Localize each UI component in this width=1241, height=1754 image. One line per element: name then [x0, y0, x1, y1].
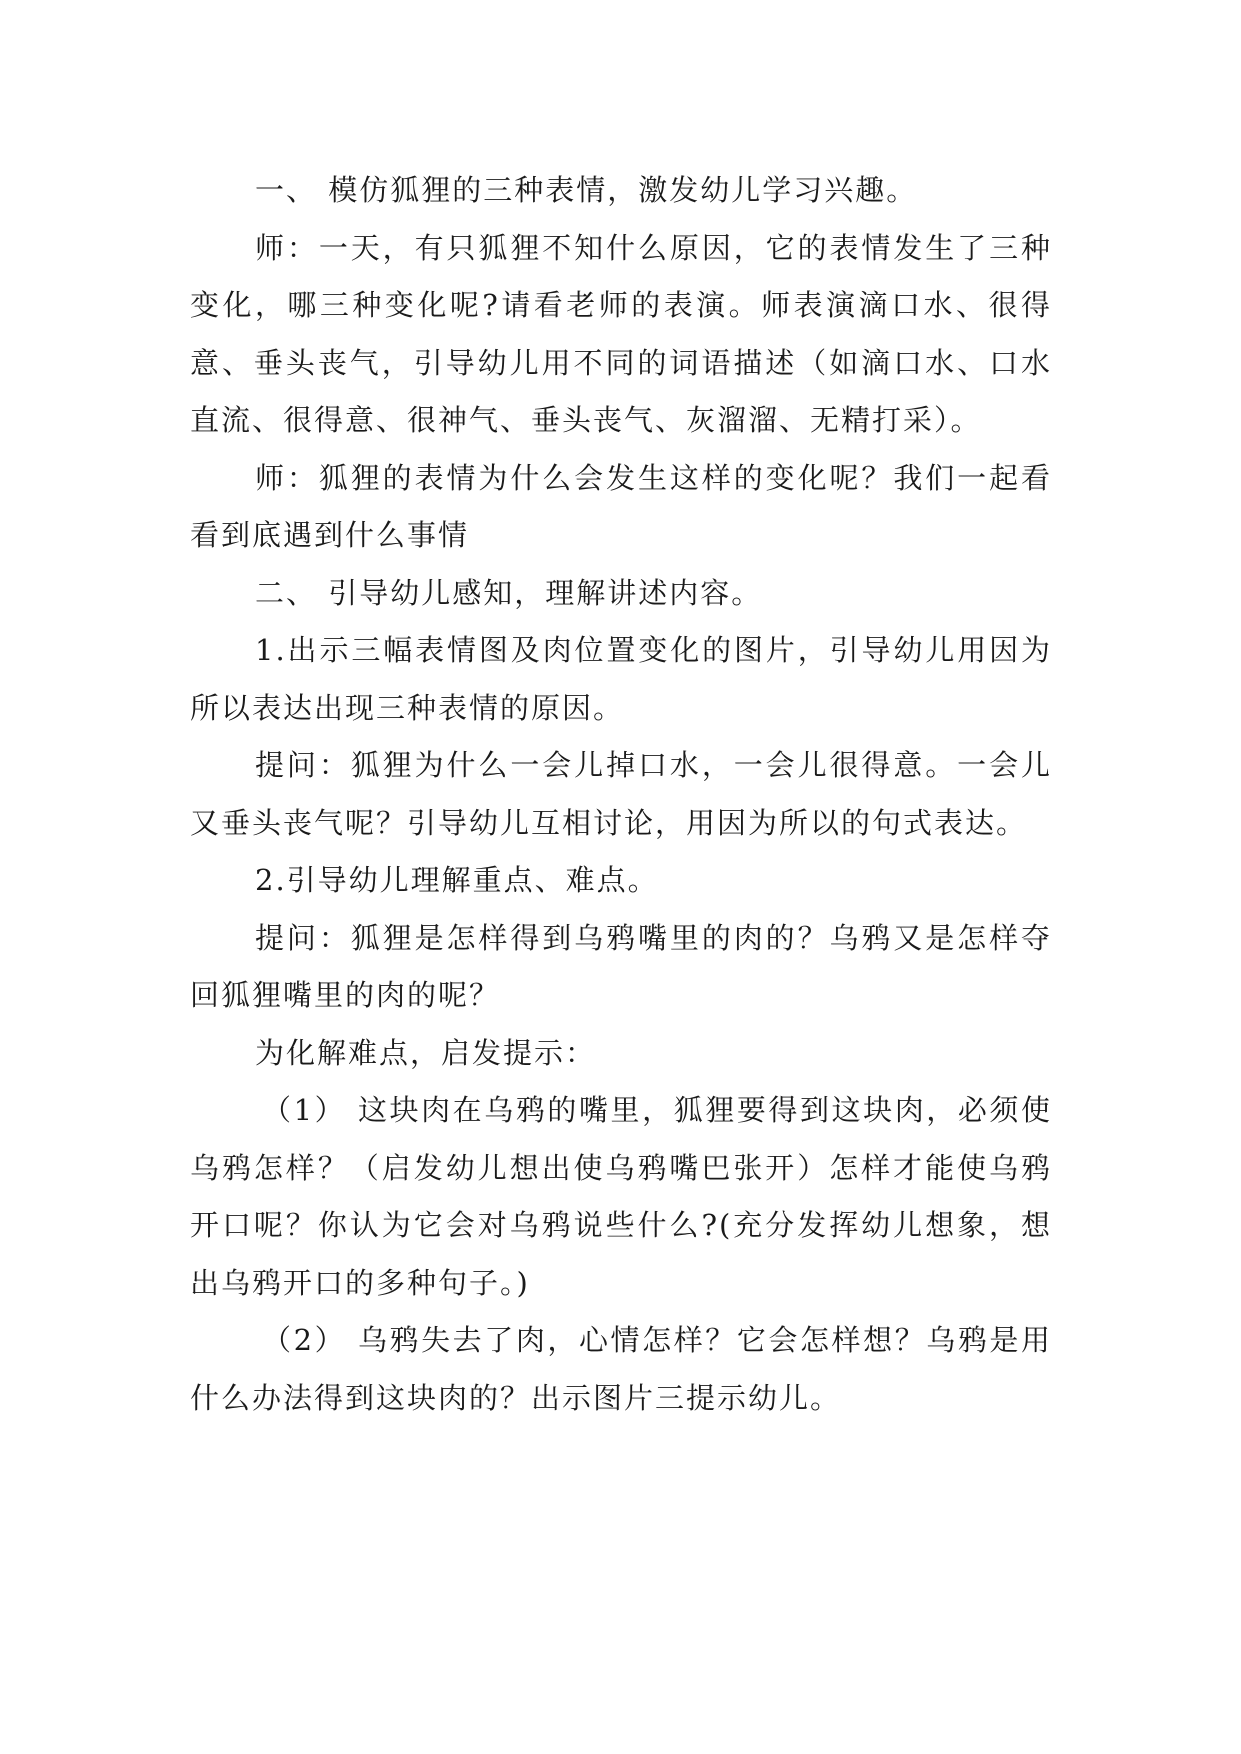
- paragraph: 师：一天，有只狐狸不知什么原因，它的表情发生了三种变化，哪三种变化呢?请看老师的表演。师表演滴口水、很得意、垂头丧气，引导幼儿用不同的词语描述（如滴口水、口水直流、很得意、很神气、垂头丧气、灰溜溜、无精打采）。: [190, 230, 1052, 437]
- list-item: （1） 这块肉在乌鸦的嘴里，狐狸要得到这块肉，必须使乌鸦怎样？（启发幼儿想出使乌鸦嘴巴张开）怎样才能使乌鸦开口呢？你认为它会对乌鸦说些什么?(充分发挥幼儿想象，想出乌鸦开口的多种句子。): [190, 1093, 1052, 1300]
- paragraph: 师：狐狸的表情为什么会发生这样的变化呢？我们一起看看到底遇到什么事情: [190, 460, 1052, 552]
- section-heading-1: 一、 模仿狐狸的三种表情，激发幼儿学习兴趣。: [255, 173, 918, 207]
- paragraph: 2.引导幼儿理解重点、难点。: [255, 863, 659, 897]
- paragraph: 提问：狐狸为什么一会儿掉口水，一会儿很得意。一会儿又垂头丧气呢？引导幼儿互相讨论，用因为所以的句式表达。: [190, 748, 1052, 840]
- list-item: （2） 乌鸦失去了肉，心情怎样？它会怎样想？乌鸦是用什么办法得到这块肉的？出示图片三提示幼儿。: [190, 1323, 1052, 1415]
- paragraph: 提问：狐狸是怎样得到乌鸦嘴里的肉的？乌鸦又是怎样夺回狐狸嘴里的肉的呢？: [190, 920, 1052, 1012]
- paragraph: 1.出示三幅表情图及肉位置变化的图片，引导幼儿用因为所以表达出现三种表情的原因。: [190, 633, 1052, 725]
- section-heading-2: 二、 引导幼儿感知，理解讲述内容。: [255, 575, 763, 610]
- document-body: [190, 162, 1052, 1427]
- paragraph: 为化解难点，启发提示：: [255, 1035, 597, 1070]
